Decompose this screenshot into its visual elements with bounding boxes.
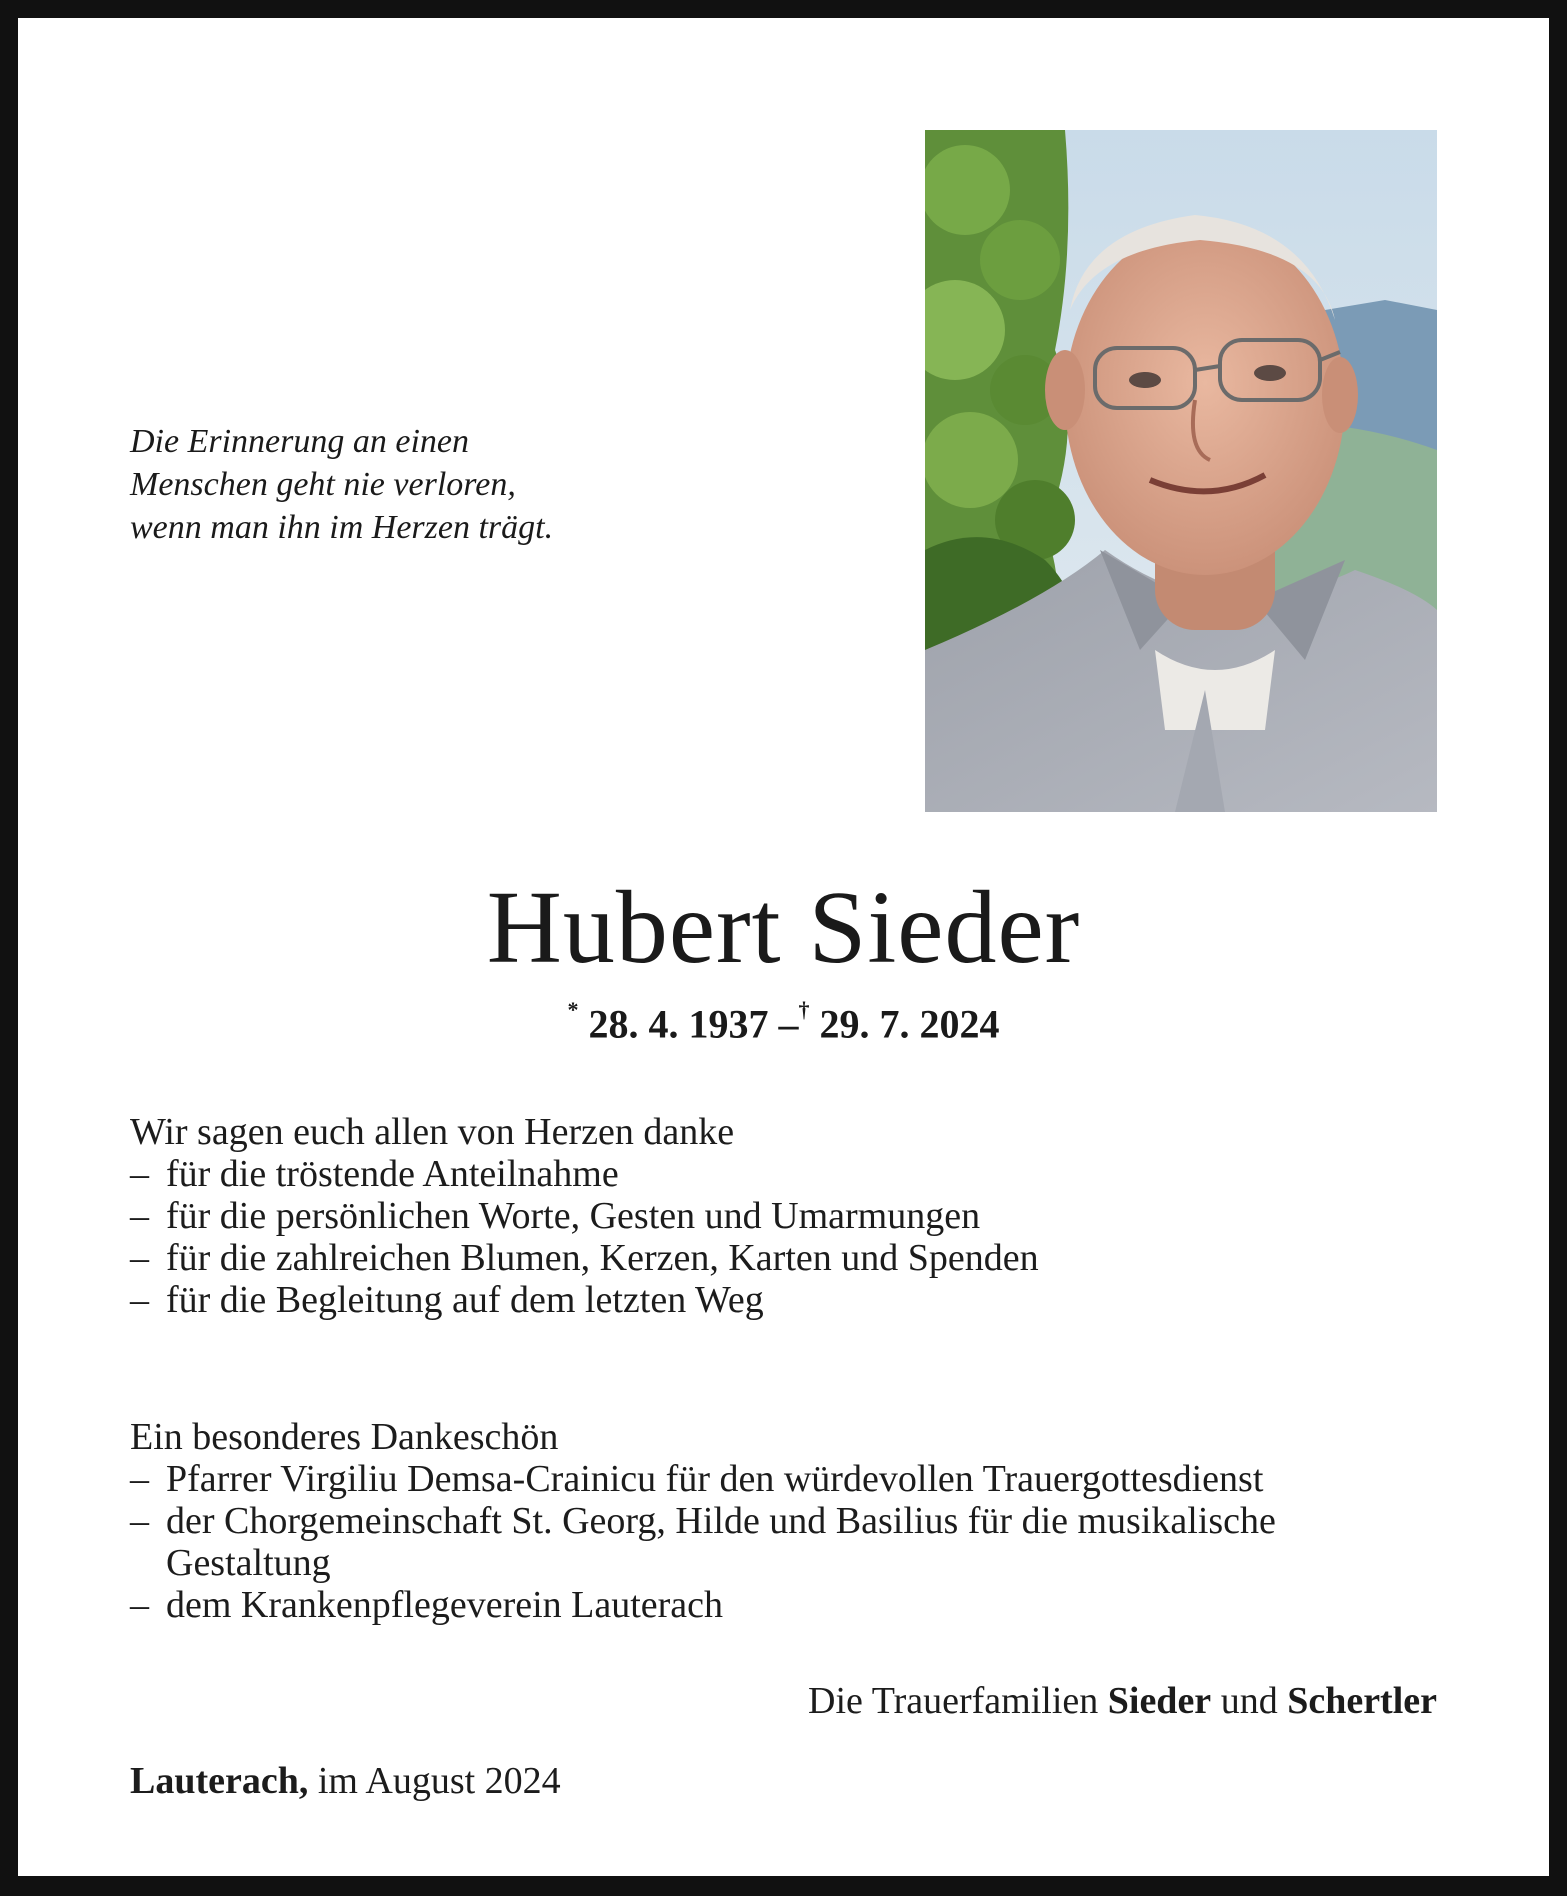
date-separator: – [778,1001,799,1047]
place: Lauterach, [130,1760,309,1802]
thanks-section [130,1111,1450,1321]
birth-date: 28. 4. 1937 [588,1001,769,1047]
memorial-quote [130,420,730,549]
life-dates [0,988,1567,1052]
family-name: Sieder [1107,1680,1212,1722]
list-item: – für die zahlreichen Blumen, Kerzen, Karten und Spenden [130,1237,1450,1279]
birth-symbol: * [567,997,579,1022]
signature-connector: und [1220,1680,1278,1722]
quote-line: wenn man ihn im Herzen trägt. [130,509,554,546]
death-date: 29. 7. 2024 [819,1001,1000,1047]
list-item: – der Chorgemeinschaft St. Georg, Hilde und Basilius für die musikalische Gestaltung [130,1500,1450,1584]
quote-line: Menschen geht nie verloren, [130,466,516,503]
date: im August 2024 [317,1760,561,1802]
thanks-list [130,1153,1450,1321]
place-date [130,1758,561,1804]
signature-prefix: Die Trauerfamilien [808,1680,1099,1722]
special-thanks-section [130,1416,1450,1626]
list-item: – für die Begleitung auf dem letzten Weg [130,1279,1450,1321]
special-thanks-list [130,1458,1450,1626]
death-symbol: † [798,997,810,1022]
portrait-photo [925,130,1437,812]
list-item: – für die tröstende Anteilnahme [130,1153,1450,1195]
thanks-heading: Wir sagen euch allen von Herzen danke [130,1111,735,1153]
quote-line: Die Erinnerung an einen [130,423,469,460]
list-item: – für die persönlichen Worte, Gesten und Umarmungen [130,1195,1450,1237]
deceased-name: Hubert Sieder [486,870,1081,985]
list-item: – Pfarrer Virgiliu Demsa-Crainicu für den würdevollen Trauergottesdienst [130,1458,1450,1500]
signature [808,1678,1437,1724]
special-thanks-heading: Ein besonderes Dankeschön [130,1416,559,1458]
list-item: – dem Krankenpflegeverein Lauterach [130,1584,1450,1626]
family-name: Schertler [1287,1680,1437,1722]
